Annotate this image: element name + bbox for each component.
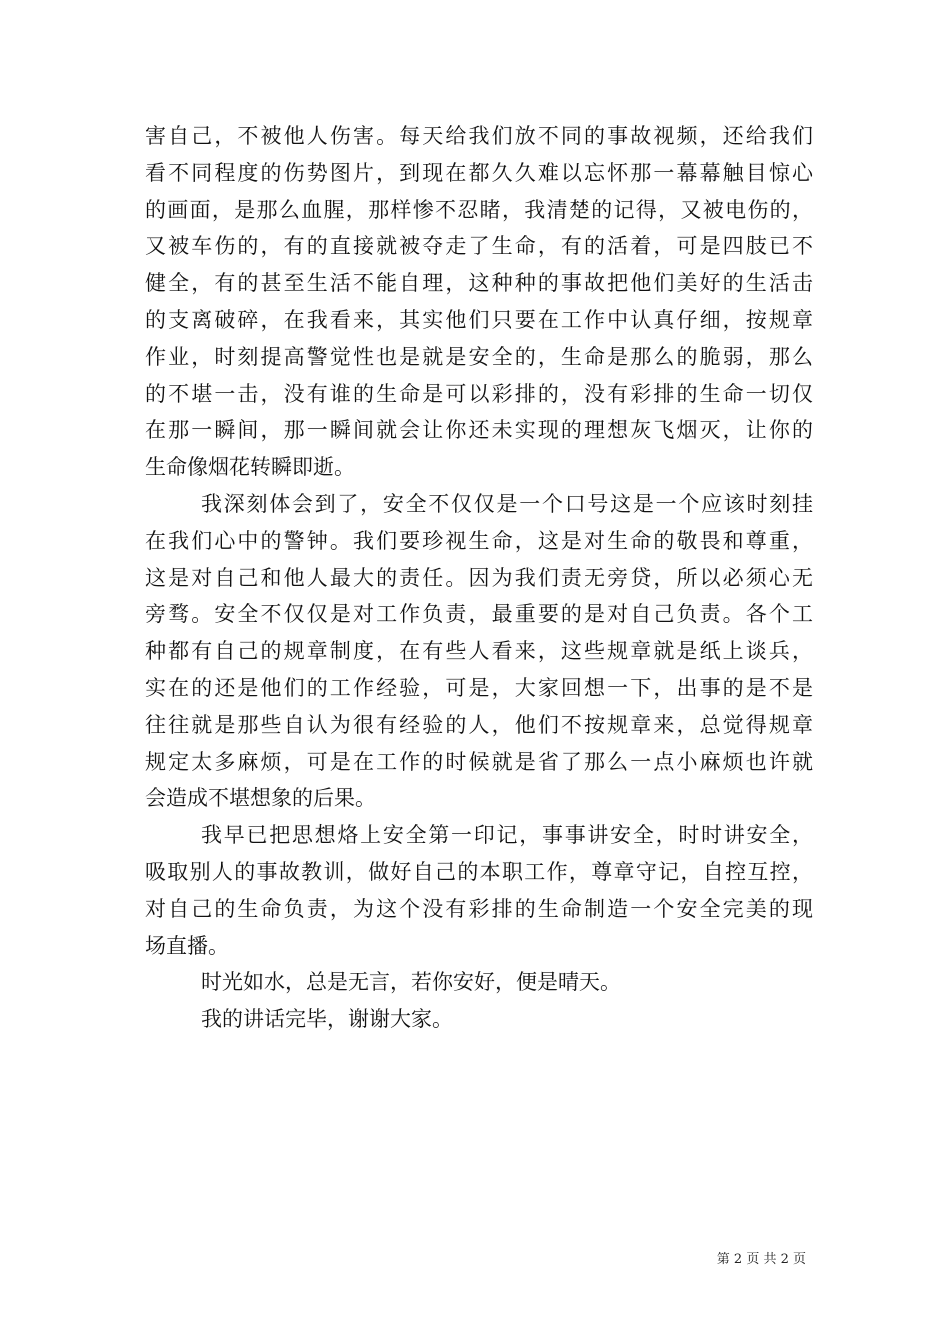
text-line: 的支离破碎，在我看来，其实他们只要在工作中认真仔细，按规章 xyxy=(145,307,813,332)
text-line: 在那一瞬间，那一瞬间就会让你还未实现的理想灰飞烟灭，让你的 xyxy=(145,418,813,443)
text-line: 吸取别人的事故教训，做好自己的本职工作，尊章守记，自控互控， xyxy=(145,859,813,884)
text-line: 会造成不堪想象的后果。 xyxy=(145,786,376,811)
text-line: 种都有自己的规章制度，在有些人看来，这些规章就是纸上谈兵， xyxy=(145,639,813,664)
text-line: 这是对自己和他人最大的责任。因为我们责无旁贷，所以必须心无 xyxy=(145,565,813,590)
document-body xyxy=(145,118,813,1038)
text-line: 我早已把思想烙上安全第一印记，事事讲安全，时时讲安全， xyxy=(201,823,813,848)
text-line: 我深刻体会到了，安全不仅仅是一个口号这是一个应该时刻挂 xyxy=(201,491,813,516)
text-line: 旁骛。安全不仅仅是对工作负责，最重要的是对自己负责。各个工 xyxy=(145,602,813,627)
text-line: 对自己的生命负责，为这个没有彩排的生命制造一个安全完美的现 xyxy=(145,896,813,921)
text-line: 场直播。 xyxy=(145,933,229,958)
text-line: 规定太多麻烦，可是在工作的时候就是省了那么一点小麻烦也许就 xyxy=(145,749,813,774)
text-line: 生命像烟花转瞬即逝。 xyxy=(145,455,355,480)
text-line: 害自己，不被他人伤害。每天给我们放不同的事故视频，还给我们 xyxy=(145,124,813,148)
text-line: 时光如水，总是无言，若你安好，便是晴天。 xyxy=(201,970,621,995)
text-line: 在我们心中的警钟。我们要珍视生命，这是对生命的敬畏和尊重， xyxy=(145,528,813,553)
text-line: 实在的还是他们的工作经验，可是，大家回想一下，出事的是不是 xyxy=(145,675,813,700)
text-line: 看不同程度的伤势图片，到现在都久久难以忘怀那一幕幕触目惊心 xyxy=(145,160,813,185)
text-line: 作业，时刻提高警觉性也是就是安全的，生命是那么的脆弱，那么 xyxy=(145,344,813,369)
text-line: 的画面，是那么血腥，那样惨不忍睹，我清楚的记得，又被电伤的， xyxy=(145,197,813,222)
text-line: 健全，有的甚至生活不能自理，这种种的事故把他们美好的生活击 xyxy=(145,271,813,296)
text-line: 往往就是那些自认为很有经验的人，他们不按规章来，总觉得规章 xyxy=(145,712,813,737)
page-number: 第 2 页 共 2 页 xyxy=(716,1252,806,1267)
text-line: 又被车伤的，有的直接就被夺走了生命，有的活着，可是四肢已不 xyxy=(145,234,813,259)
text-line: 的不堪一击，没有谁的生命是可以彩排的，没有彩排的生命一切仅 xyxy=(145,381,813,406)
text-line: 我的讲话完毕，谢谢大家。 xyxy=(201,1007,453,1032)
